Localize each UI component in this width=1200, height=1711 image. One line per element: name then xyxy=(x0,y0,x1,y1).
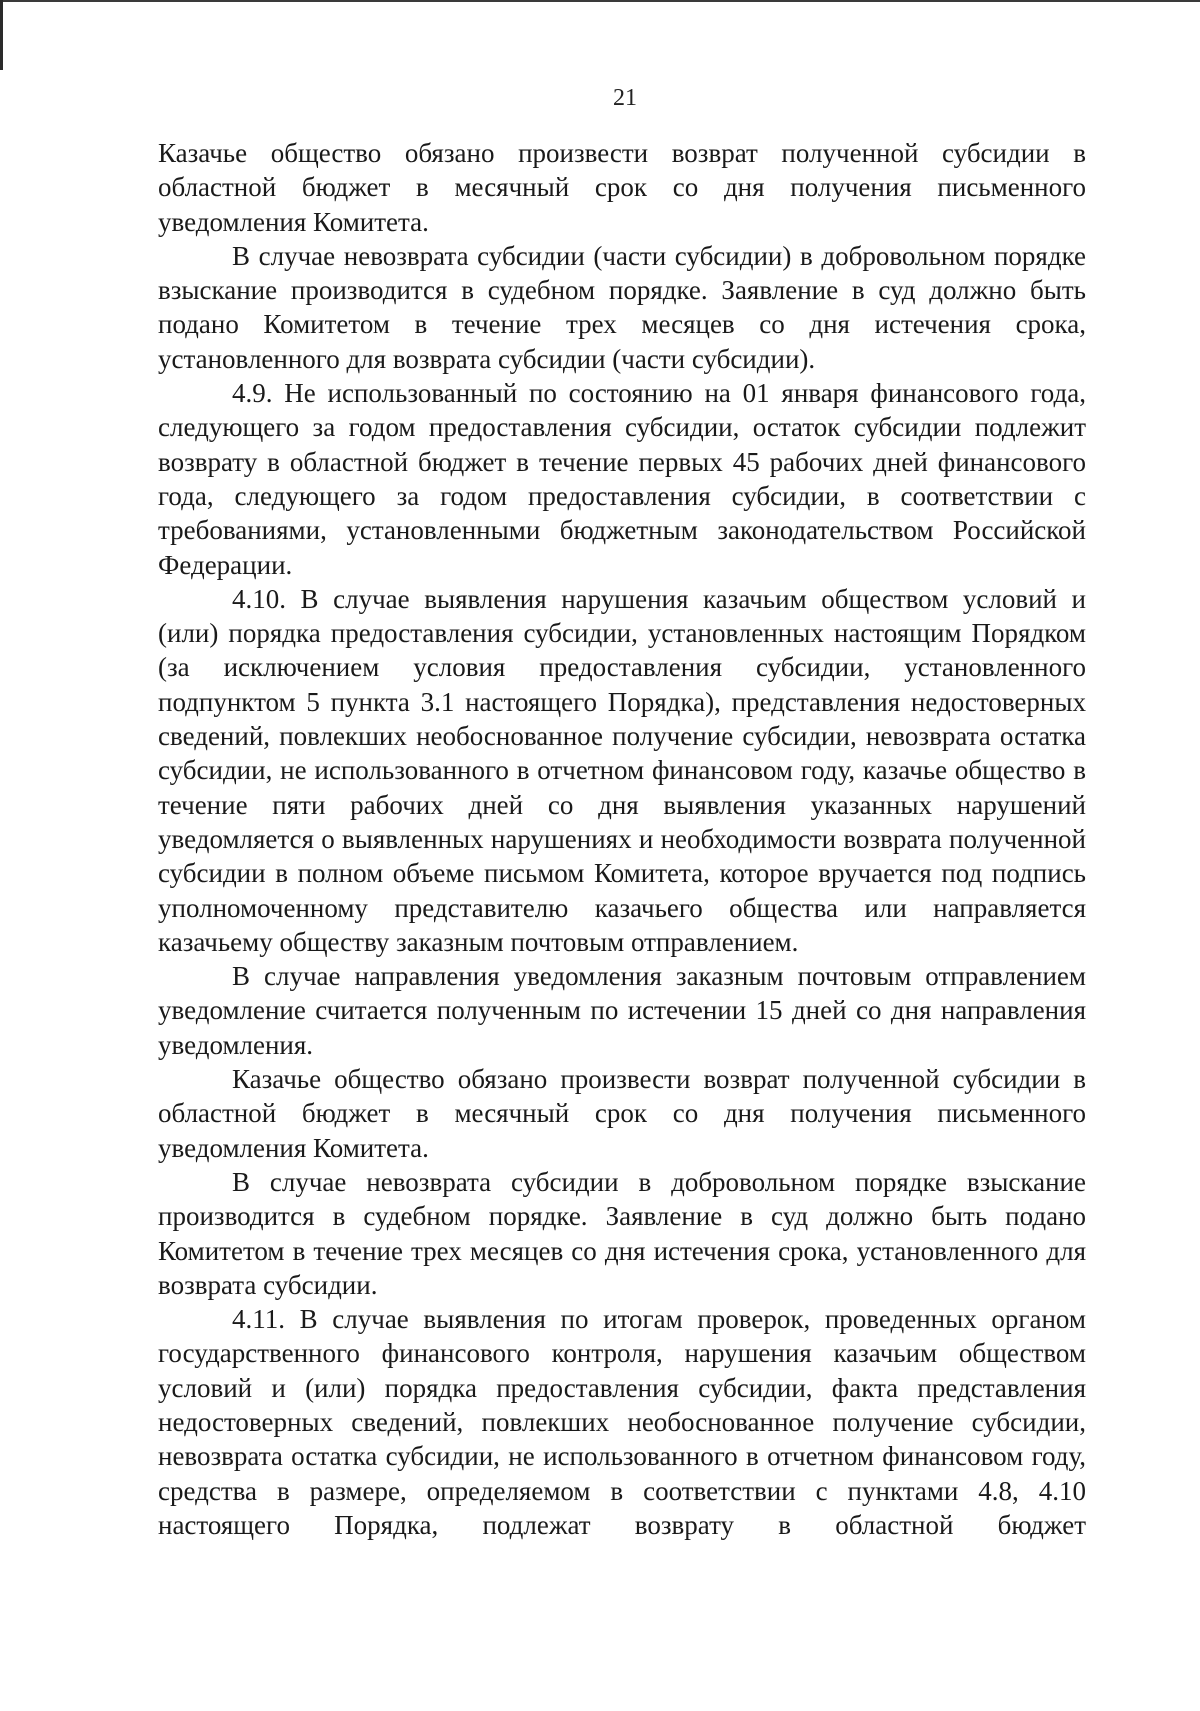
paragraph: 4.11. В случае выявления по итогам проверок, проведенных органом государственного финансового контроля, нарушения казачьим обществом условий и (или) порядка предоставления субсидии, факта представления недостоверных сведений, повлекших необоснованное получение субсидии, невозврата остатка субсидии, не использованного в отчетном финансовом году, средства в размере, определяемом в соответствии с пунктами 4.8, 4.10 настоящего Порядка, подлежат возврату в областной бюджет xyxy=(158,1304,1086,1540)
paragraph: Казачье общество обязано произвести возврат полученной субсидии в областной бюджет в месячный срок со дня получения письменного уведомления Комитета. xyxy=(158,1064,1086,1163)
paragraph: 4.10. В случае выявления нарушения казачьим обществом условий и (или) порядка предоставления субсидии, установленных настоящим Порядком (за исключением условия предоставления субсидии, установленного подпунктом 5 пункта 3.1 настоящего Порядка), представления недостоверных сведений, повлекших необоснованное получение субсидии, невозврата остатка субсидии, не использованного в отчетном финансовом году, казачье общество в течение пяти рабочих дней со дня выявления указанных нарушений уведомляется о выявленных нарушениях и необходимости возврата полученной субсидии в полном объеме письмом Комитета, которое вручается под подпись уполномоченному представителю казачьего общества или направляется казачьему обществу заказным почтовым отправлением. xyxy=(158,583,1086,957)
paragraph: В случае невозврата субсидии (части субсидии) в добровольном порядке взыскание производится в судебном порядке. Заявление в суд должно быть подано Комитетом в течение трех месяцев со дня истечения срока, установленного для возврата субсидии (части субсидии). xyxy=(158,240,1086,374)
paragraph: 4.9. Не использованный по состоянию на 01 января финансового года, следующего за годом предоставления субсидии, остаток субсидии подлежит возврату в областной бюджет в течение первых 45 рабочих дней финансового года, следующего за годом предоставления субсидии, в соответствии с требованиями, установленными бюджетным законодательством Российской Федерации. xyxy=(158,378,1086,580)
paragraph: Казачье общество обязано произвести возврат полученной субсидии в областной бюджет в месячный срок со дня получения письменного уведомления Комитета. xyxy=(158,138,1086,237)
page-number: 21 xyxy=(613,85,637,111)
paragraph: В случае направления уведомления заказным почтовым отправлением уведомление считается полученным по истечении 15 дней со дня направления уведомления. xyxy=(158,961,1086,1060)
paragraph: В случае невозврата субсидии в добровольном порядке взыскание производится в судебном порядке. Заявление в суд должно быть подано Комитетом в течение трех месяцев со дня истечения срока, установленного для возврата субсидии. xyxy=(158,1166,1086,1300)
scan-edge-left xyxy=(0,0,3,70)
document-body xyxy=(158,136,1086,1542)
scan-edge-top xyxy=(0,0,1200,2)
